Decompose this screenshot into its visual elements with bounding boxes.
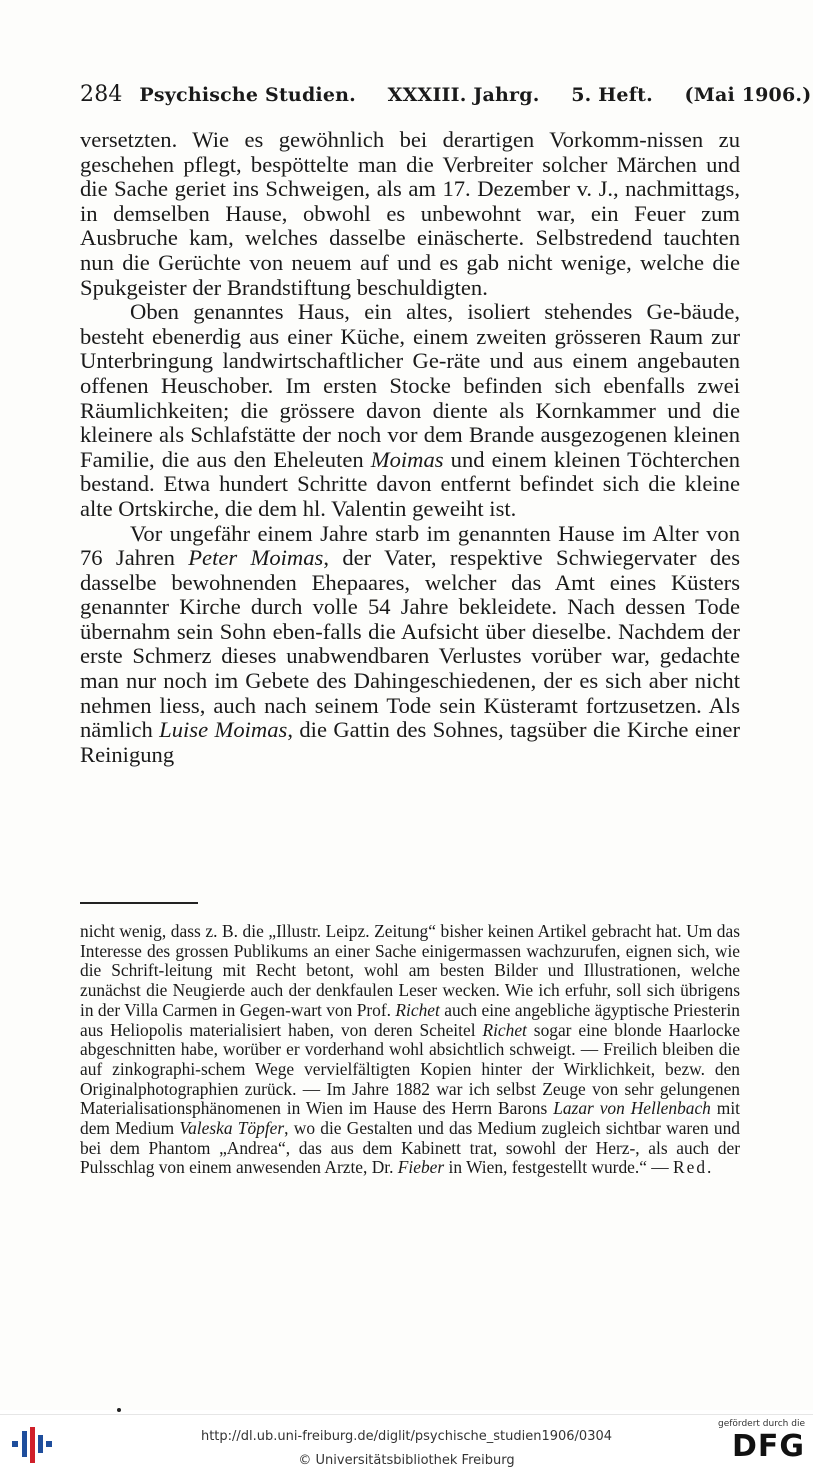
paragraph-3-text-a: Vor ungefähr einem Jahre starb im genannten Hause im Alter von 76 Jahren xyxy=(80,520,740,571)
name-richet: Richet xyxy=(395,999,440,1020)
editor-signature: Red. xyxy=(673,1157,714,1178)
name-peter-moimas: Peter Moimas xyxy=(188,545,324,571)
page-number: 284 xyxy=(80,82,123,107)
footnote-text-a: nicht wenig, dass z. B. die „Illustr. Leipz. Zeitung“ bisher keinen Artikel gebracht hat. Um das Interesse des grossen Publikums an einer Sache einigermassen wachzurufen, eignen sich, wie die Schrift-leitung mit Recht betont, wohl am besten Bilder und Illustrationen, welche zunächst die Neugierde auch der denkfaulen Leser wecken. Wie ich erfuhr, soll sich übrigens in der Villa Carmen in Gegen-wart von Prof. xyxy=(80,921,740,1020)
name-valeska-topfer: Valeska Töpfer xyxy=(179,1118,285,1139)
name-richet-2: Richet xyxy=(482,1019,527,1040)
document-url[interactable]: http://dl.ub.uni-freiburg.de/diglit/psychische_studien1906/0304 xyxy=(200,1429,613,1444)
journal-title: Psychische Studien. xyxy=(139,84,356,106)
footnote xyxy=(80,922,740,1178)
paragraph-2-text-b: und einem kleinen Töchterchen bestand. Etwa hundert Schritte davon entfernt befindet sich die kleine alte Ortskirche, die dem hl. Valentin geweiht ist. xyxy=(80,446,740,521)
issue-date: (Mai 1906.) xyxy=(684,84,812,106)
paragraph-2-text-a: Oben genanntes Haus, ein altes, isoliert stehendes Ge-bäude, besteht ebenerdig aus einer Küche, einem zweiten grösseren Raum zur Unterbringung landwirtschaftlicher Ge-räte und aus einem angebauten offenen Heuschober. Im ersten Stocke befinden sich ebenfalls zwei Räumlichkeiten; die grössere davon diente als Kornkammer und die kleinere als Schlafstätte der noch vor dem Brande ausgezogenen kleinen Familie, die aus den Eheleuten xyxy=(80,299,740,472)
name-hellenbach: Lazar von Hellenbach xyxy=(553,1098,711,1119)
running-header xyxy=(80,82,812,107)
footnote-paragraph xyxy=(80,922,740,1178)
issue-label: 5. Heft. xyxy=(571,84,653,106)
dfg-logo xyxy=(715,1419,805,1471)
dfg-logo-text: DFG xyxy=(731,1429,805,1464)
scan-speck xyxy=(117,1408,121,1412)
paragraph-2 xyxy=(80,300,740,521)
footnote-text-d: mit dem Medium xyxy=(80,1098,740,1139)
name-moimas: Moimas xyxy=(370,446,444,472)
copyright-notice: © Universitätsbibliothek Freiburg xyxy=(298,1453,515,1468)
volume-label: XXXIII. Jahrg. xyxy=(387,84,540,106)
footnote-text-b: auch eine angebliche ägyptische Priesterin aus Heliopolis materialisiert haben, von deren Scheitel xyxy=(80,999,740,1040)
footnote-divider xyxy=(80,902,198,904)
paragraph-3 xyxy=(80,522,740,768)
dfg-funding-note: gefördert durch die xyxy=(718,1419,805,1429)
footnote-text-e: , wo die Gestalten und das Medium zugleich sichtbar waren und bei dem Phantom „Andrea“, das aus dem Kabinett trat, sowohl der Herz-, als auch der Pulsschlag von einem anwesenden Arzte, Dr. xyxy=(80,1118,740,1178)
paragraph-1: versetzten. Wie es gewöhnlich bei derartigen Vorkomm-nissen zu geschehen pflegt, bespöttelte man die Verbreiter solcher Märchen und die Sache geriet ins Schweigen, als am 17. Dezember v. J., nachmittags, in demselben Hause, obwohl es unbewohnt war, ein Feuer zum Ausbruche kam, welches dasselbe einäscherte. Selbstredend tauchten nun die Gerüchte von neuem auf und es gab nicht wenige, welche die Spukgeister der Brandstiftung beschuldigten. xyxy=(80,127,740,300)
main-text xyxy=(80,128,740,767)
viewer-footer xyxy=(0,1414,813,1474)
footnote-text-c: sogar eine blonde Haarlocke abgeschnitten habe, worüber er vorderhand wohl absichtlich schweigt. — Freilich bleiben die auf zinkographi-schem Wege vervielfältigten Kopien hinter der Wirklichkeit, bezw. den Originalphotographien zurück. — Im Jahre 1882 war ich selbst Zeuge von sehr gelungenen Materialisationsphänomenen in Wien im Hause des Herrn Barons xyxy=(80,1019,740,1119)
paragraph-3-text-c: , die Gattin des Sohnes, tagsüber die Kirche einer Reinigung xyxy=(80,717,740,767)
footnote-text-f: in Wien, festgestellt wurde.“ — xyxy=(444,1157,674,1178)
name-fieber: Fieber xyxy=(397,1157,445,1178)
paragraph-3-text-b: , der Vater, respektive Schwiegervater des dasselbe bewohnenden Ehepaares, welcher das Amt eines Küsters genannter Kirche durch volle 54 Jahre bekleidete. Nach dessen Tode übernahm sein Sohn eben-falls die Aufsicht über dieselbe. Nachdem der erste Schmerz dieses unabwendbaren Verlustes vorüber war, gedachte man nur noch im Gebete des Dahingeschiedenen, der es sich aber nicht nehmen liess, auch nach seinem Tode sein Küsteramt fortzusetzen. Als nämlich xyxy=(80,545,740,743)
name-luise-moimas: Luise Moimas xyxy=(159,717,288,743)
